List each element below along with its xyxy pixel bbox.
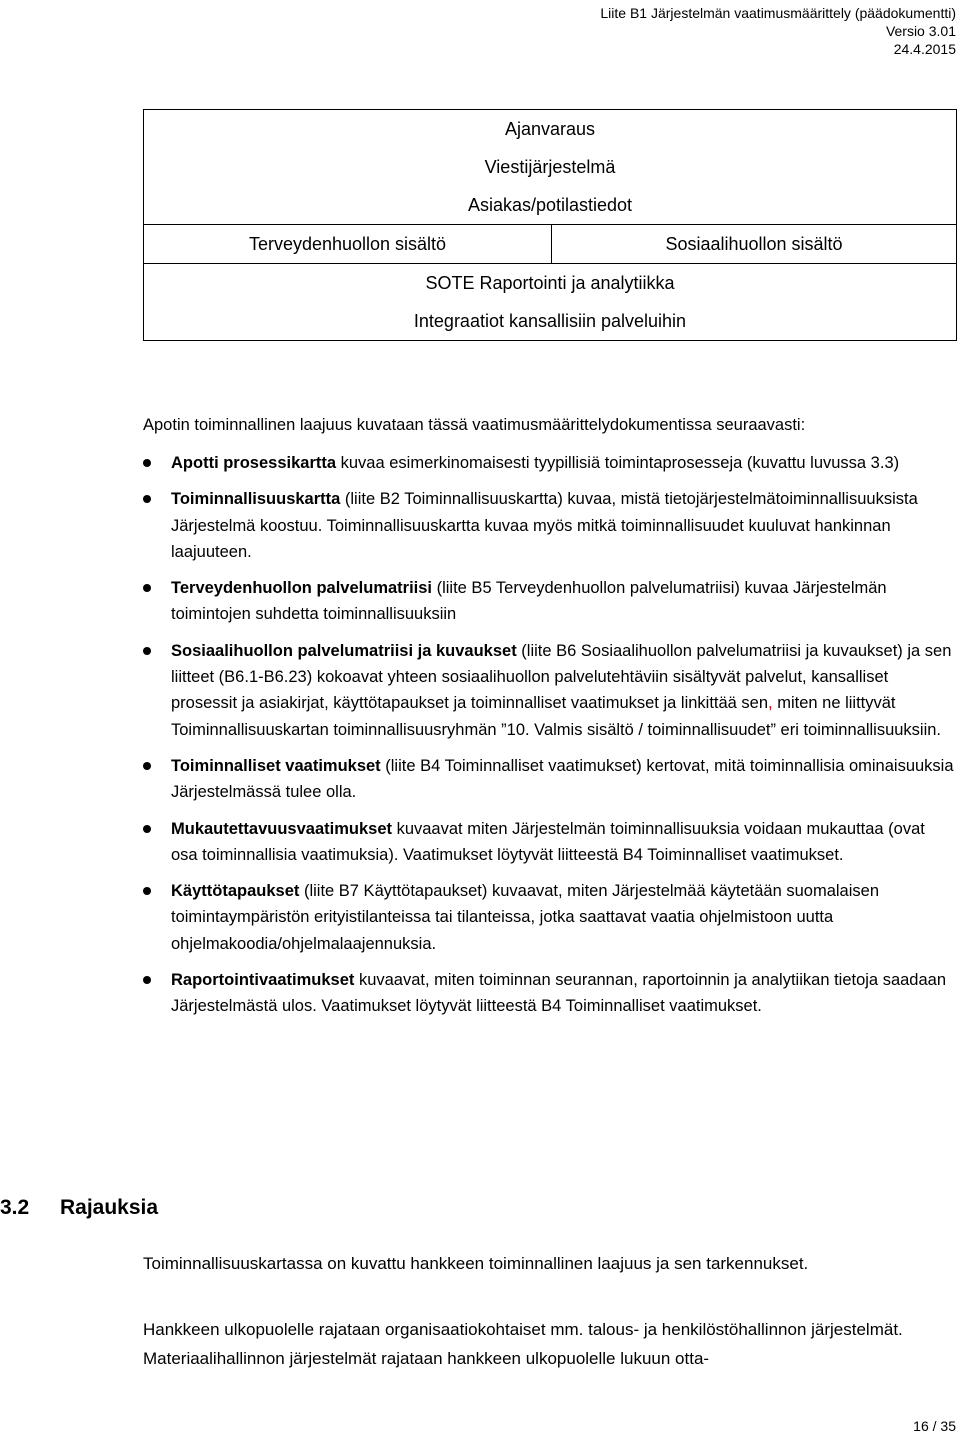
item-description: (liite B2 Toiminnallisuuskartta) kuvaa, mistä tietojärjestelmätoiminnallisuuksista Järjestelmä koostuu. Toiminnallisuuskartta kuvaa myös mitkä toiminnallisuudet kuuluvat hankinnan laajuuteen.	[171, 490, 918, 561]
page-number: 16 / 35	[913, 1418, 956, 1434]
item-term: Toiminnalliset vaatimukset	[171, 756, 381, 775]
item-description: (liite B4 Toiminnalliset vaatimukset) kertovat, mitä toiminnallisia ominaisuuksia Järjestelmässä tulee olla.	[171, 756, 954, 802]
list-item	[143, 638, 955, 743]
bullet-icon	[143, 825, 151, 833]
item-term: Apotti prosessikartta	[171, 454, 337, 472]
item-term: Sosiaalihuollon palvelumatriisi ja kuvaukset	[171, 641, 517, 660]
scope-row-ajanvaraus: Ajanvaraus	[504, 118, 596, 139]
item-comma-mark: ,	[768, 694, 773, 713]
scope-cell-sosiaalihuolto: Sosiaalihuollon sisältö	[552, 225, 957, 264]
list-item	[143, 486, 955, 565]
item-term: Käyttötapaukset	[171, 882, 300, 901]
item-description: kuvaavat, miten toiminnan seurannan, raportoinnin ja analytiikan tietoja saadaan Järjestelmästä ulos. Vaatimukset löytyvät liitteestä B4 Toiminnalliset vaatimukset.	[171, 971, 946, 1016]
item-term: Mukautettavuusvaatimukset	[171, 819, 392, 838]
list-item	[143, 878, 955, 957]
item-term: Toiminnallisuuskartta	[171, 490, 341, 509]
scope-row-integraatiot: Integraatiot kansallisiin palveluihin	[413, 310, 687, 331]
scope-row-asiakastiedot: Asiakas/potilastiedot	[467, 194, 633, 215]
item-description: kuvaa esimerkinomaisesti tyypillisiä toimintaprosesseja (kuvattu luvussa 3.3)	[336, 454, 900, 472]
list-item	[143, 816, 955, 869]
document-date: 24.4.2015	[893, 41, 956, 57]
list-item	[143, 575, 955, 628]
scope-row-raportointi: SOTE Raportointi ja analytiikka	[425, 272, 675, 293]
section-number: 3.2	[0, 1196, 30, 1219]
section-title: Rajauksia	[60, 1196, 159, 1219]
document-title: Liite B1 Järjestelmän vaatimusmäärittely (päädokumentti)	[600, 5, 956, 21]
document-version: Versio 3.01	[885, 23, 956, 39]
list-item	[143, 450, 955, 476]
bullet-icon	[143, 459, 151, 467]
bullet-icon	[143, 887, 151, 895]
item-description: (liite B7 Käyttötapaukset) kuvaavat, miten Järjestelmää käytetään suomalaisen toimintaympäristön erityistilanteissa tai tilanteissa, jotka saattavat vaatia ohjelmistoon uutta ohjelmakoodia/ohjelmalaajennuksia.	[171, 882, 880, 953]
item-description: (liite B5 Terveydenhuollon palvelumatriisi) kuvaa Järjestelmän toimintojen suhdetta toiminnallisuuksiin	[171, 579, 887, 624]
item-description-cont: miten ne liittyvät Toiminnallisuuskartan toiminnallisuusryhmän ”10. Valmis sisältö / toiminnallisuudet” eri toiminnallisuuksiin.	[171, 694, 942, 739]
item-term: Terveydenhuollon palvelumatriisi	[171, 579, 433, 598]
intro-paragraph: Apotin toiminnallinen laajuus kuvataan tässä vaatimusmäärittelydokumentissa seuraavasti:	[143, 416, 806, 434]
bullet-icon	[143, 976, 151, 984]
item-description: (liite B6 Sosiaalihuollon palvelumatriisi ja kuvaukset) ja sen liitteet (B6.1-B6.23) kokoavat yhteen sosiaalihuollon palvelutehtäviin sisältyvät palvelut, kansalliset prosessit ja asiakirjat, käyttötapaukset ja toiminnalliset vaatimukset ja linkittää sen	[171, 641, 952, 713]
paragraph-1: Toiminnallisuuskartassa on kuvattu hankkeen toiminnallinen laajuus ja sen tarkennukset.	[143, 1254, 809, 1273]
bullet-icon	[143, 495, 151, 503]
scope-cell-terveydenhuolto: Terveydenhuollon sisältö	[144, 225, 552, 264]
bullet-icon	[143, 584, 151, 592]
item-description: kuvaavat miten Järjestelmän toiminnallisuuksia voidaan mukauttaa (ovat osa toiminnallisia vaatimuksia). Vaatimukset löytyvät liitteestä B4 Toiminnalliset vaatimukset.	[171, 819, 925, 864]
page-header	[600, 4, 956, 58]
list-item	[143, 967, 955, 1020]
item-term: Raportointivaatimukset	[171, 971, 355, 990]
scope-row-viestijarjestelma: Viestijärjestelmä	[484, 156, 616, 177]
paragraph-2: Hankkeen ulkopuolelle rajataan organisaatiokohtaiset mm. talous- ja henkilöstöhallinnon järjestelmät. Materiaalihallinnon järjestelmät rajataan hankkeen ulkopuolelle lukuun otta-	[143, 1320, 903, 1368]
bullet-icon	[143, 762, 151, 770]
scope-items-list	[143, 450, 955, 1030]
list-item	[143, 753, 955, 806]
scope-diagram-table	[143, 109, 957, 341]
bullet-icon	[143, 647, 151, 655]
